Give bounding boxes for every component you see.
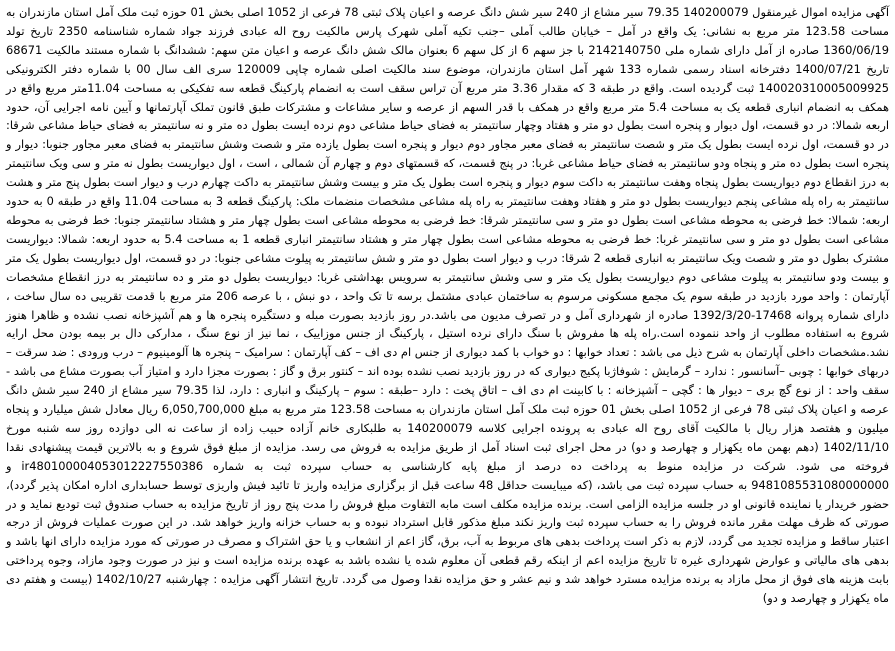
notice-body-text: آگهی مزایده اموال غیرمنقول 140200079 79.35 سیر مشاع از 240 سیر شش دانگ عرصه و اعیان پلاک ثبتی 78 فرعی از 1052 اصلی بخش 01 حوزه ثبت ملک آمل استان مازندران به مساحت 123.58 متر مربع به نشانی: یک واقع در آمل – خیابان طالب آملی –جنب تکیه آملی شهرک پارس مالکیت روح اله عبادی فرزند جواد شماره شناسنامه 2350 تاریخ تولد 1360/06/19 صادره از آمل دارای شماره ملی 2142140750 با جز سهم 6 از کل سهم 6 بعنوان مالک شش دانگ عرصه و اعیان متن سهم: ششدانگ با شماره مستند مالکیت 68671 تاریخ 1400/07/21 دفترخانه اسناد رسمی شماره 133 شهر آمل استان مازندران، موضوع سند مالکیت اصلی شماره چاپی 120009 سری الف سال 00 با شماره دفتر الکترونیکی 140020310005009925 ثبت گردیده است. واقع در طبقه 3 که مقدار 3.36 متر مربع آن تراس سقف است به انضمام پارکینگ قطعه سه تفکیکی به مساحت 11.04متر مربع واقع در همکف به انضمام انباری قطعه یک به مساحت 5.4 متر مربع واقع در همکف با قدر السهم از عرصه و سایر مشاعات و مشترکات طبق قانون تملک آپارتمانها و آیین نامه اجرایی آن، حدود اربعه شمالا: در دو قسمت، اول دیوار و پنجره است بطول دو متر و هفتاد وچهار سانتیمتر به فضای حیاط مشاعی دوم نرده ایست بطول ده متر و نه سانتیمتر به فضای حیاط مشاعی شرقا: در دو قسمت، اول نرده ایست بطول یک متر و شصت سانتیمتر به فضای معبر مجاور دوم دیوار و پنجره است بطول یازده متر و شصت وشش سانتیمتر به فضای معبر مجاور جنوبا: دیوار و پنجره است بطول ده متر و پنجاه ودو سانتیمتر به فضای حیاط مشاعی غربا: در پنج قسمت، که قسمتهای دوم و چهارم آن شمالی ، است ، اول دیواریست بطول نه متر و سی ویک سانتیمتر به درز انقطاع دوم دیواریست بطول پنجاه وهفت سانتیمتر به داکت سوم دیوار و پنجره است بطول یک متر و بیست وشش سانتیمتر به داکت چهارم درب و دیوار است بطول پنج متر و هشت سانتیمتر به راه پله مشاعی پنجم دیواریست بطول دو متر و هفتاد وهفت سانتیمتر به راه پله مشاعی مشخصات منضمات ملک: پارکینگ قطعه 3 به مساحت 11.04 واقع در طبقه 0 به حدود اربعه: شمالا: خط فرضی به محوطه مشاعی است بطول دو متر و سی سانتیمتر شرقا: خط فرضی به محوطه مشاعی است بطول چهار متر و هشتاد سانتیمتر جنوبا: خط فرضی به محوطه مشاعی است بطول دو متر و سی سانتیمتر غربا: خط فرضی به محوطه مشاعی است بطول چهار متر و هشتاد سانتیمتر انباری قطعه 1 به مساحت 5.4 به حدود اربعه: شمالا: دیواریست مشترک بطول دو متر و شصت ویک سانتیمتر به انباری قطعه 2 شرقا: درب و دیوار است بطول دو متر و شش سانتیمتر به پیلوت مشاعی جنوبا: در دو قسمت، اول دیواریست بطول یک متر و بیست ودو سانتیمتر به پیلوت مشاعی دوم دیواریست بطول یک متر و سی وشش سانتیمتر به سرویس بهداشتی غربا: دیواریست بطول دو متر و ده سانتیمتر به درز انقطاع مشخصات آپارتمان : واحد مورد بازدید در طبقه سوم یک مجمع مسکونی مرسوم به ساختمان عبادی مشتمل برسه تا تک واحد ، دو نبش ، با عرصه 206 متر مربع با قدمت تقریبی ده سال ساخت ، دارای شماره پروانه 17468-1392/3/20 صادره از شهرداری آمل و در تصرف مدیون می باشد.در روز بازدید بصورت مبله و دستگیره پنجره ها و هم آشپزخانه نصب نشده و ظاهرا هنوز شروع به استفاده مطلوب از واحد ننموده است.راه پله ها مفروش با سنگ دارای نرده استیل ، پارکینگ از جنس موزاییک ، نما نیز از نوع سنگ ، مدارکی دال بر بیمه بودن محل ارایه نشد.مشخصات داخلی آپارتمان به شرح ذیل می باشد : تعداد خوابها : دو خواب با کمد دیواری از جنس ام دی اف – کف آپارتمان : سرامیک – پنجره ها آلومینیوم – درب ورودی : ضد سرقت –دربهای خوابها : چوبی –آسانسور : ندارد – گرمایش : شوفاژبا پکیج دیواری که در روز بازدید نصب نشده بوده اند – کنتور برق و گاز : بصورت مجزا دارد و امتیاز آب بصورت مشاع می باشد - سقف واحد : از نوع گچ بری – دیوار ها : گچی – آشپزخانه : با کابینت ام دی اف – اتاق پخت : دارد –طبقه : سوم – پارکینگ و انباری : دارد، لذا 79.35 سیر مشاع از 240 سیر شش دانگ عرصه و اعیان پلاک ثبتی 78 فرعی از 1052 اصلی بخش 01 حوزه ثبت ملک آمل استان مازندران به مساحت 123.58 متر مربع به مبلغ 6,050,700,000 ریال معادل شش میلیارد و پنجاه میلیون و هفتصد هزار ریال با مالکیت آقای روح اله عبادی به پرونده اجرایی کلاسه 140200079 به طلبکاری خانم آزاده حبیب زاده از ساعت نه الی دوازده روز سه شنبه مورخ 1402/11/10 (دهم بهمن ماه یکهزار و چهارصد و دو) در محل اجرای ثبت اسناد آمل از طریق مزایده به فروش می رسد. مزایده از مبلغ فوق شروع و به بالاترین قیمت پیشنهادی نقدا فروخته می شود. شرکت در مزایده منوط به پرداخت ده درصد از مبلغ پایه کارشناسی به حساب سپرده ثبت به شماره ir480100004053012227550386 و 9481085531080000000 به حساب سپرده ثبت می باشد، (که میبایست حداقل 48 ساعت قبل از برگزاری مزایده واریز تا تائید فیش واریزی توسط حسابداری اداره امکان پذیر گردد)، حضور خریدار یا نماینده قانونی او در جلسه مزایده الزامی است. برنده مزایده مکلف است مابه التفاوت مبلغ فروش را مدت پنج روز از تاریخ مزایده به حساب صندوق ثبت تودیع نماید و در صورتی که ظرف مهلت مقرر مانده فروش را به حساب سپرده ثبت واریز نکند مبلغ مذکور قابل استرداد نبوده و به حساب خزانه واریز خواهد شد. در این صورت عملیات فروش از درجه اعتبار ساقط و مزایده تجدید می گردد، لازم به ذکر است پرداخت بدهی های مربوط به آب، برق، گاز اعم از انشعاب و یا حق اشتراک و مصرف در صورتی که مورد مزایده دارای انها باشد و بدهی های مالیاتی و عوارض شهرداری غیره تا تاریخ مزایده اعم از اینکه رقم قطعی آن معلوم شده یا نشده باشد به عهده برنده مزایده است و نیز در صورت وجود مازاد، وجوه پرداختی بابت هزینه های فوق از محل مازاد به برنده مزایده مسترد خواهد شد و نیم عشر و حق مزایده نقدا وصول می گردد. تاریخ انتشار آگهی مزایده : چهارشنبه 1402/10/27 (بیست و هفتم دی ماه یکهزار و چهارصد و دو) — [6, 5, 890, 606]
